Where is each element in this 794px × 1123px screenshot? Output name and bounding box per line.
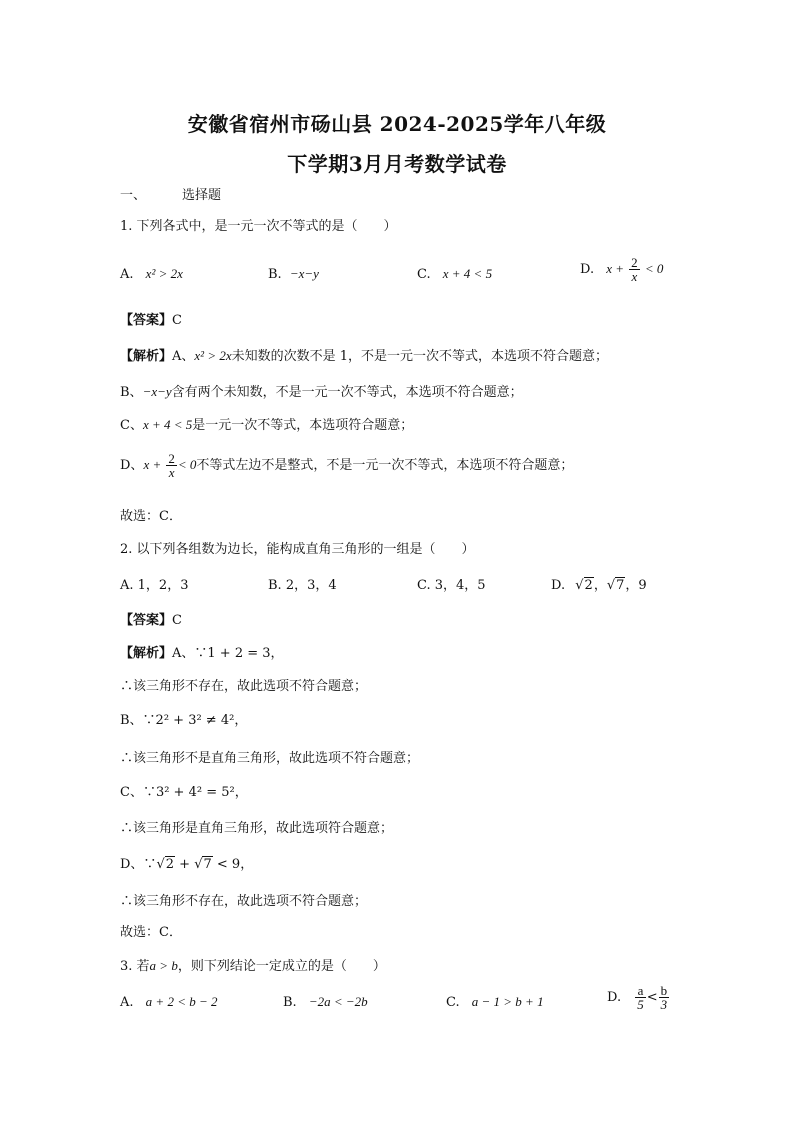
analysis-b-prefix: B、 — [120, 385, 143, 400]
answer-tag: 【答案】 — [120, 613, 173, 628]
q1-option-b-expr: −x−y — [289, 266, 319, 281]
q2-analysis-7: D、∵√2 + √7 < 9， — [120, 857, 254, 872]
q1-option-d-pre: x + — [606, 261, 625, 276]
analysis-a-text: 未知数的次数不是 1，不是一元一次不等式，本选项不符合题意； — [231, 349, 609, 364]
q1-analysis-c — [120, 416, 413, 435]
q3-stem-expr: a > b — [149, 958, 178, 973]
analysis-d-fraction — [166, 452, 177, 479]
q3-stem-suffix: ，则下列结论一定成立的是（ ） — [177, 959, 386, 974]
section-heading — [120, 187, 221, 205]
q1-conclusion: 故选：C． — [120, 509, 182, 524]
q2-analysis-1 — [120, 645, 284, 663]
q3-option-c-label: C. — [446, 995, 460, 1010]
q1-option-d — [580, 256, 663, 283]
fraction-denominator: x — [631, 269, 638, 284]
analysis-line: A、∵1 + 2 = 3， — [172, 646, 284, 661]
q1-option-a — [120, 265, 183, 284]
q2-option-d-label: D. — [551, 578, 566, 593]
q3-stem — [120, 957, 386, 976]
fraction-numerator: a — [635, 984, 646, 998]
q1-option-c-expr: x + 4 < 5 — [442, 266, 493, 281]
analysis-c-text: 是一元一次不等式，本选项符合题意； — [192, 418, 414, 433]
q2-stem: 2. 以下列各组数为边长，能构成直角三角形的一组是（ ） — [120, 542, 475, 557]
fraction-a-over-5 — [635, 984, 646, 1011]
q1-analysis-b — [120, 383, 523, 402]
fraction-numerator: 2 — [631, 255, 638, 270]
section-number: 一、 — [120, 188, 147, 203]
q3-option-b — [283, 993, 368, 1012]
q2-answer — [120, 612, 182, 630]
analysis-tag: 【解析】 — [120, 646, 173, 661]
q2-analysis-5: C、∵3² + 4² = 5²， — [120, 785, 248, 800]
answer-value: C — [172, 613, 182, 628]
q3-option-d-label: D. — [607, 990, 622, 1005]
fraction-b-over-3 — [659, 984, 670, 1011]
radicand: 2 — [165, 857, 175, 872]
q1-answer — [120, 312, 182, 330]
exam-title-line1: 安徽省宿州市砀山县 2024-2025学年八年级 — [187, 112, 607, 136]
analysis-c-expr: x + 4 < 5 — [142, 417, 193, 432]
q2-conclusion: 故选：C． — [120, 925, 182, 940]
q1-option-a-label: A. — [120, 267, 134, 282]
radicand: 2 — [584, 578, 593, 593]
exam-title-line2: 下学期3月月考数学试卷 — [287, 152, 507, 176]
q3-stem-prefix: 3. 若 — [120, 959, 150, 974]
q2-analysis-6: ∴该三角形是直角三角形，故此选项符合题意； — [120, 821, 394, 836]
q3-option-a-expr: a + 2 < b − 2 — [145, 994, 218, 1009]
q3-option-b-label: B. — [283, 995, 297, 1010]
fraction-denominator: 5 — [637, 997, 644, 1012]
q2-option-b: B. 2，3，4 — [268, 578, 337, 593]
q3-option-a — [120, 993, 218, 1012]
fraction-numerator: 2 — [168, 451, 175, 466]
q2-analysis-8: ∴该三角形不存在，故此选项不符合题意； — [120, 894, 368, 909]
analysis-b-text: 含有两个未知数，不是一元一次不等式，本选项不符合题意； — [171, 385, 523, 400]
q2-analysis-3: B、∵2² + 3² ≠ 4²， — [120, 713, 248, 728]
analysis-tag: 【解析】 — [120, 349, 173, 364]
q1-option-d-fraction — [629, 256, 640, 283]
q2-option-c: C. 3，4，5 — [417, 578, 486, 593]
analysis-d-expr-post: < 0 — [177, 457, 197, 472]
analysis-a-expr: x² > 2x — [194, 348, 232, 363]
sqrt-7: √7 — [606, 578, 625, 593]
answer-tag: 【答案】 — [120, 313, 173, 328]
q1-analysis-a — [120, 347, 608, 366]
q2-option-a: A. 1，2，3 — [120, 578, 189, 593]
section-name: 选择题 — [182, 188, 222, 203]
analysis-d-text: 不等式左边不是整式，不是一元一次不等式，本选项不符合题意； — [196, 458, 574, 473]
q3-option-c — [446, 993, 544, 1012]
radicand: 7 — [616, 578, 625, 593]
q2-option-d: D. √2，√7，9 — [551, 578, 647, 593]
analysis-prefix: D、∵ — [120, 857, 157, 872]
answer-value: C — [172, 313, 182, 328]
fraction-denominator: 3 — [660, 997, 668, 1012]
analysis-suffix: < 9， — [212, 857, 254, 872]
q1-option-d-post: < 0 — [644, 261, 664, 276]
q1-stem: 1. 下列各式中，是一元一次不等式的是（ ） — [120, 219, 397, 234]
q1-option-b — [268, 265, 319, 284]
q1-option-c — [417, 265, 492, 284]
q3-option-b-expr: −2a < −2b — [308, 994, 368, 1009]
analysis-a-prefix: A、 — [172, 349, 195, 364]
analysis-c-prefix: C、 — [120, 418, 143, 433]
less-than-sign: < — [646, 990, 658, 1005]
analysis-d-prefix: D、 — [120, 458, 144, 473]
radicand: 7 — [203, 857, 212, 872]
fraction-numerator: b — [660, 983, 668, 998]
q1-option-b-label: B. — [268, 267, 282, 282]
q1-analysis-d — [120, 452, 573, 479]
q3-option-a-label: A. — [120, 995, 134, 1010]
sqrt-2: √2 — [575, 578, 593, 593]
analysis-b-expr: −x−y — [142, 384, 172, 399]
analysis-d-expr-pre: x + — [143, 457, 162, 472]
q1-option-a-expr: x² > 2x — [145, 266, 183, 281]
q2-option-d-tail: ，9 — [625, 578, 647, 593]
q1-option-c-label: C. — [417, 267, 431, 282]
q3-option-d — [607, 984, 670, 1011]
fraction-denominator: x — [168, 465, 175, 480]
q2-analysis-4: ∴该三角形不是直角三角形，故此选项不符合题意； — [120, 751, 420, 766]
q3-option-c-expr: a − 1 > b + 1 — [471, 994, 544, 1009]
plus-sign: + — [175, 857, 195, 872]
q1-option-d-label: D. — [580, 262, 595, 277]
q2-analysis-2: ∴该三角形不存在，故此选项不符合题意； — [120, 679, 368, 694]
